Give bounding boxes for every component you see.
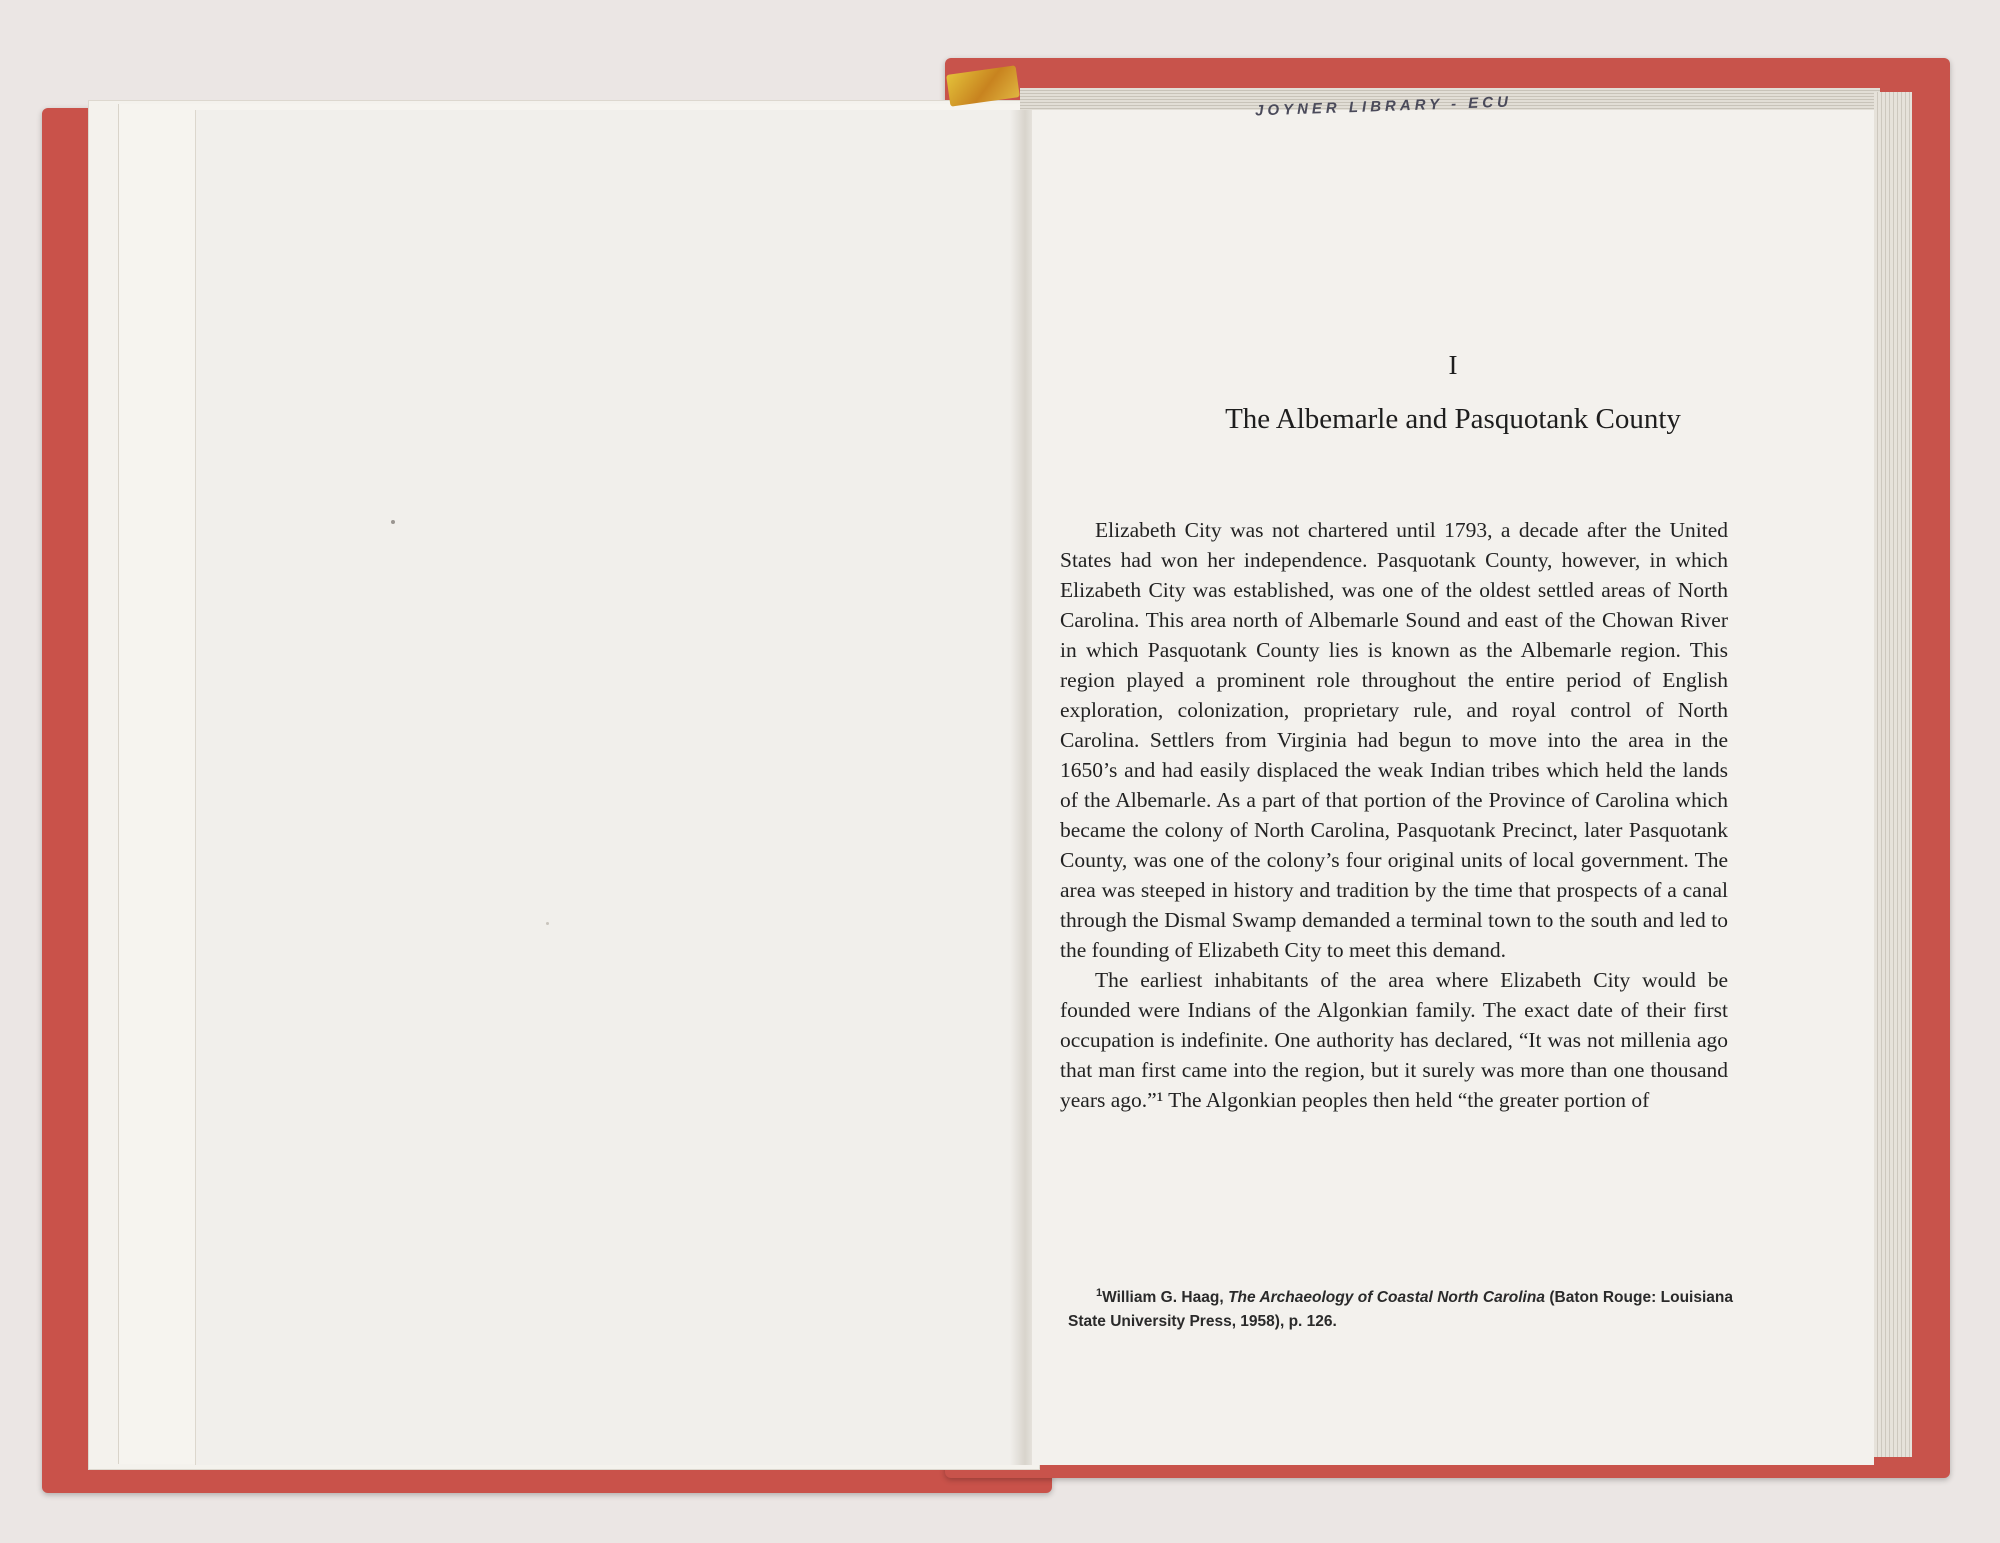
chapter-body xyxy=(1060,515,1728,1115)
footnote-marker: 1 xyxy=(1096,1287,1103,1299)
footnote-book-title: The Archaeology of Coastal North Carolina xyxy=(1228,1289,1545,1307)
footnote xyxy=(1068,1281,1733,1334)
paragraph-1: Elizabeth City was not chartered until 1793, a decade after the United States had won her independence. Pasquotank County, however, in which Elizabeth City was established, was one of the oldest settled areas of North Carolina. This area north of Albemarle Sound and east of the Chowan River in which Pasquotank County lies is known as the Albemarle region. This region played a prominent role throughout the entire period of English exploration, colonization, proprietary rule, and royal control of North Carolina. Settlers from Virginia had begun to move into the area in the 1650’s and had easily displaced the weak Indian tribes which held the lands of the Albemarle. As a part of that portion of the Province of Carolina which became the colony of North Carolina, Pasquotank Precinct, later Pasquotank County, was one of the colony’s four original units of local government. The area was steeped in history and tradition by the time that prospects of a canal through the Dismal Swamp demanded a terminal town to the south and led to the founding of Elizabeth City to meet this demand. xyxy=(1060,518,1728,962)
paper-speck xyxy=(546,922,549,925)
paper-speck xyxy=(391,520,395,524)
chapter-title: The Albemarle and Pasquotank County xyxy=(1225,403,1681,435)
chapter-number: I xyxy=(1448,350,1458,380)
blank-left-page xyxy=(195,110,1031,1465)
library-stamp: JOYNER LIBRARY - ECU xyxy=(1254,93,1513,120)
footnote-author: William G. Haag, xyxy=(1102,1289,1229,1307)
paragraph-2: The earliest inhabitants of the area where Elizabeth City would be founded were Indians of the Algonkian family. The exact date of their first occupation is indefinite. One authority has declared, “It was not millenia ago that man first came into the region, but it surely was more than one thousand years ago.”¹ The Algonkian peoples then held “the greater portion of xyxy=(1060,968,1728,1112)
page-fore-edge xyxy=(1874,92,1912,1457)
footnote-publication: (Baton Rouge: Louisiana State University Press, 1958), p. 126. xyxy=(1068,1289,1733,1331)
